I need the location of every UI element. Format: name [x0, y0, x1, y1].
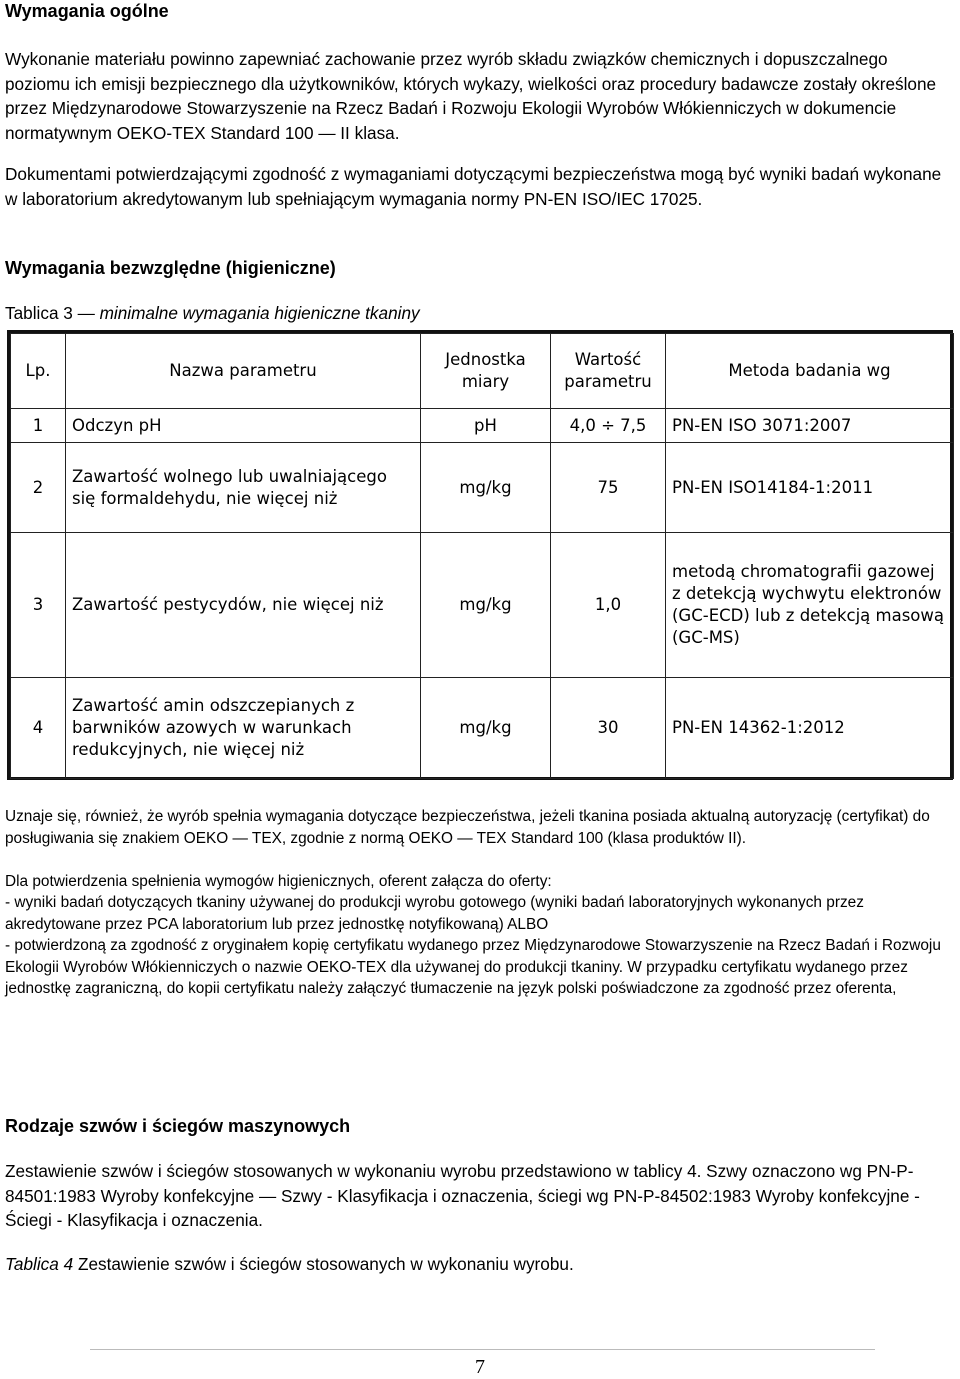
after-table-paragraph-2: Dla potwierdzenia spełnienia wymogów higienicznych, oferent załącza do oferty: — [5, 873, 552, 890]
row-method: PN-EN 14362-1:2012 — [666, 678, 954, 779]
row-lp: 4 — [11, 678, 66, 779]
row-value: 1,0 — [551, 533, 666, 678]
row-value: 75 — [551, 443, 666, 533]
table-row — [11, 533, 954, 678]
row-unit: mg/kg — [421, 533, 551, 678]
general-heading: Wymagania ogólne — [5, 1, 169, 21]
row-method: PN-EN ISO 3071:2007 — [666, 409, 954, 443]
after-table-paragraph-1: Uznaje się, również, że wyrób spełnia wymagania dotyczące bezpieczeństwa, jeżeli tkanina posiada aktualną autoryzację (certyfikat) do posługiwania się znakiem OEKO — TEX, zgodnie z normą OEKO — TEX Standard 100 (klasa produktów II). — [5, 808, 930, 847]
row-unit: pH — [421, 409, 551, 443]
row-unit: mg/kg — [421, 678, 551, 779]
header-name: Nazwa parametru — [66, 334, 421, 409]
row-name: Zawartość pestycydów, nie więcej niż — [66, 533, 421, 678]
row-name: Odczyn pH — [66, 409, 421, 443]
footer-divider — [90, 1349, 875, 1350]
table4-caption — [5, 1253, 955, 1275]
row-method: metodą chromatografii gazowej z detekcją wychwytu elektronów (GC-ECD) lub z detekcją masową (GC-MS) — [666, 533, 954, 678]
row-value: 30 — [551, 678, 666, 779]
after-table-paragraph-4: - potwierdzoną za zgodność z oryginałem kopię certyfikatu wydanego przez Międzynarodowe Stowarzyszenie na Rzecz Badań i Rozwoju Ekologii Wyrobów Włókienniczych o nazwie OEKO-TEX dla używanej do produkcji tkaniny. W przypadku certyfikatu wydanego przez jednostkę zagraniczną, do kopii certyfikatu należy załączyć tłumaczenie na język polski poświadczone za zgodność przez oferenta, — [5, 937, 941, 997]
page-number: 7 — [475, 1356, 485, 1378]
table-row — [11, 443, 954, 533]
table4-caption-text: Zestawienie szwów i ściegów stosowanych w wykonaniu wyrobu. — [73, 1254, 574, 1274]
row-method: PN-EN ISO14184-1:2011 — [666, 443, 954, 533]
row-name: Zawartość amin odszczepianych z barwników azowych w warunkach redukcyjnych, nie więcej niż — [66, 678, 421, 779]
row-lp: 1 — [11, 409, 66, 443]
header-value: Wartość parametru — [551, 334, 666, 409]
table3-caption-label: Tablica 3 — — [5, 303, 100, 323]
row-lp: 2 — [11, 443, 66, 533]
row-lp: 3 — [11, 533, 66, 678]
table4-caption-label: Tablica 4 — [5, 1254, 74, 1274]
table-row — [11, 409, 954, 443]
row-unit: mg/kg — [421, 443, 551, 533]
general-paragraph-2: Dokumentami potwierdzającymi zgodność z wymaganiami dotyczącymi bezpieczeństwa mogą być wyniki badań wykonane w laboratorium akredytowanym lub spełniającym wymagania normy PN-EN ISO/IEC 17025. — [5, 164, 942, 209]
table-row — [11, 678, 954, 779]
row-name: Zawartość wolnego lub uwalniającego się formaldehydu, nie więcej niż — [66, 443, 421, 533]
header-lp: Lp. — [11, 334, 66, 409]
row-value: 4,0 ÷ 7,5 — [551, 409, 666, 443]
table-header-row — [11, 334, 954, 409]
general-paragraph-1: Wykonanie materiału powinno zapewniać zachowanie przez wyrób składu związków chemicznych i dopuszczalnego poziomu ich emisji bezpiecznego dla użytkowników, których wykazy, wielkości oraz procedury badawcze zostały określone przez Międzynarodowe Stowarzyszenie na Rzecz Badań i Rozwoju Ekologii Wyrobów Włókienniczych w dokumencie normatywnym OEKO-TEX Standard 100 — II klasa. — [5, 49, 937, 143]
table3-caption — [5, 302, 955, 324]
header-method: Metoda badania wg — [666, 334, 954, 409]
hygiene-heading: Wymagania bezwzględne (higieniczne) — [5, 258, 336, 278]
seams-heading: Rodzaje szwów i ściegów maszynowych — [5, 1116, 351, 1136]
header-unit: Jednostka miary — [421, 334, 551, 409]
after-table-paragraph-3: - wyniki badań dotyczących tkaniny używanej do produkcji wyrobu gotowego (wyniki badań laboratoryjnych wykonanych przez akredytowane przez PCA laboratorium lub przez jednostkę notyfikowaną) ALBO — [5, 894, 864, 933]
seams-paragraph: Zestawienie szwów i ściegów stosowanych w wykonaniu wyrobu przedstawiono w tablicy 4. Szwy oznaczono wg PN-P-84501:1983 Wyroby konfekcyjne — Szwy - Klasyfikacja i oznaczenia, ściegi wg PN-P-84502:1983 Wyroby konfekcyjne - Ściegi - Klasyfikacja i oznaczenia. — [5, 1161, 920, 1230]
table3-caption-text: minimalne wymagania higieniczne tkaniny — [99, 303, 420, 323]
hygiene-requirements-table — [7, 330, 953, 780]
